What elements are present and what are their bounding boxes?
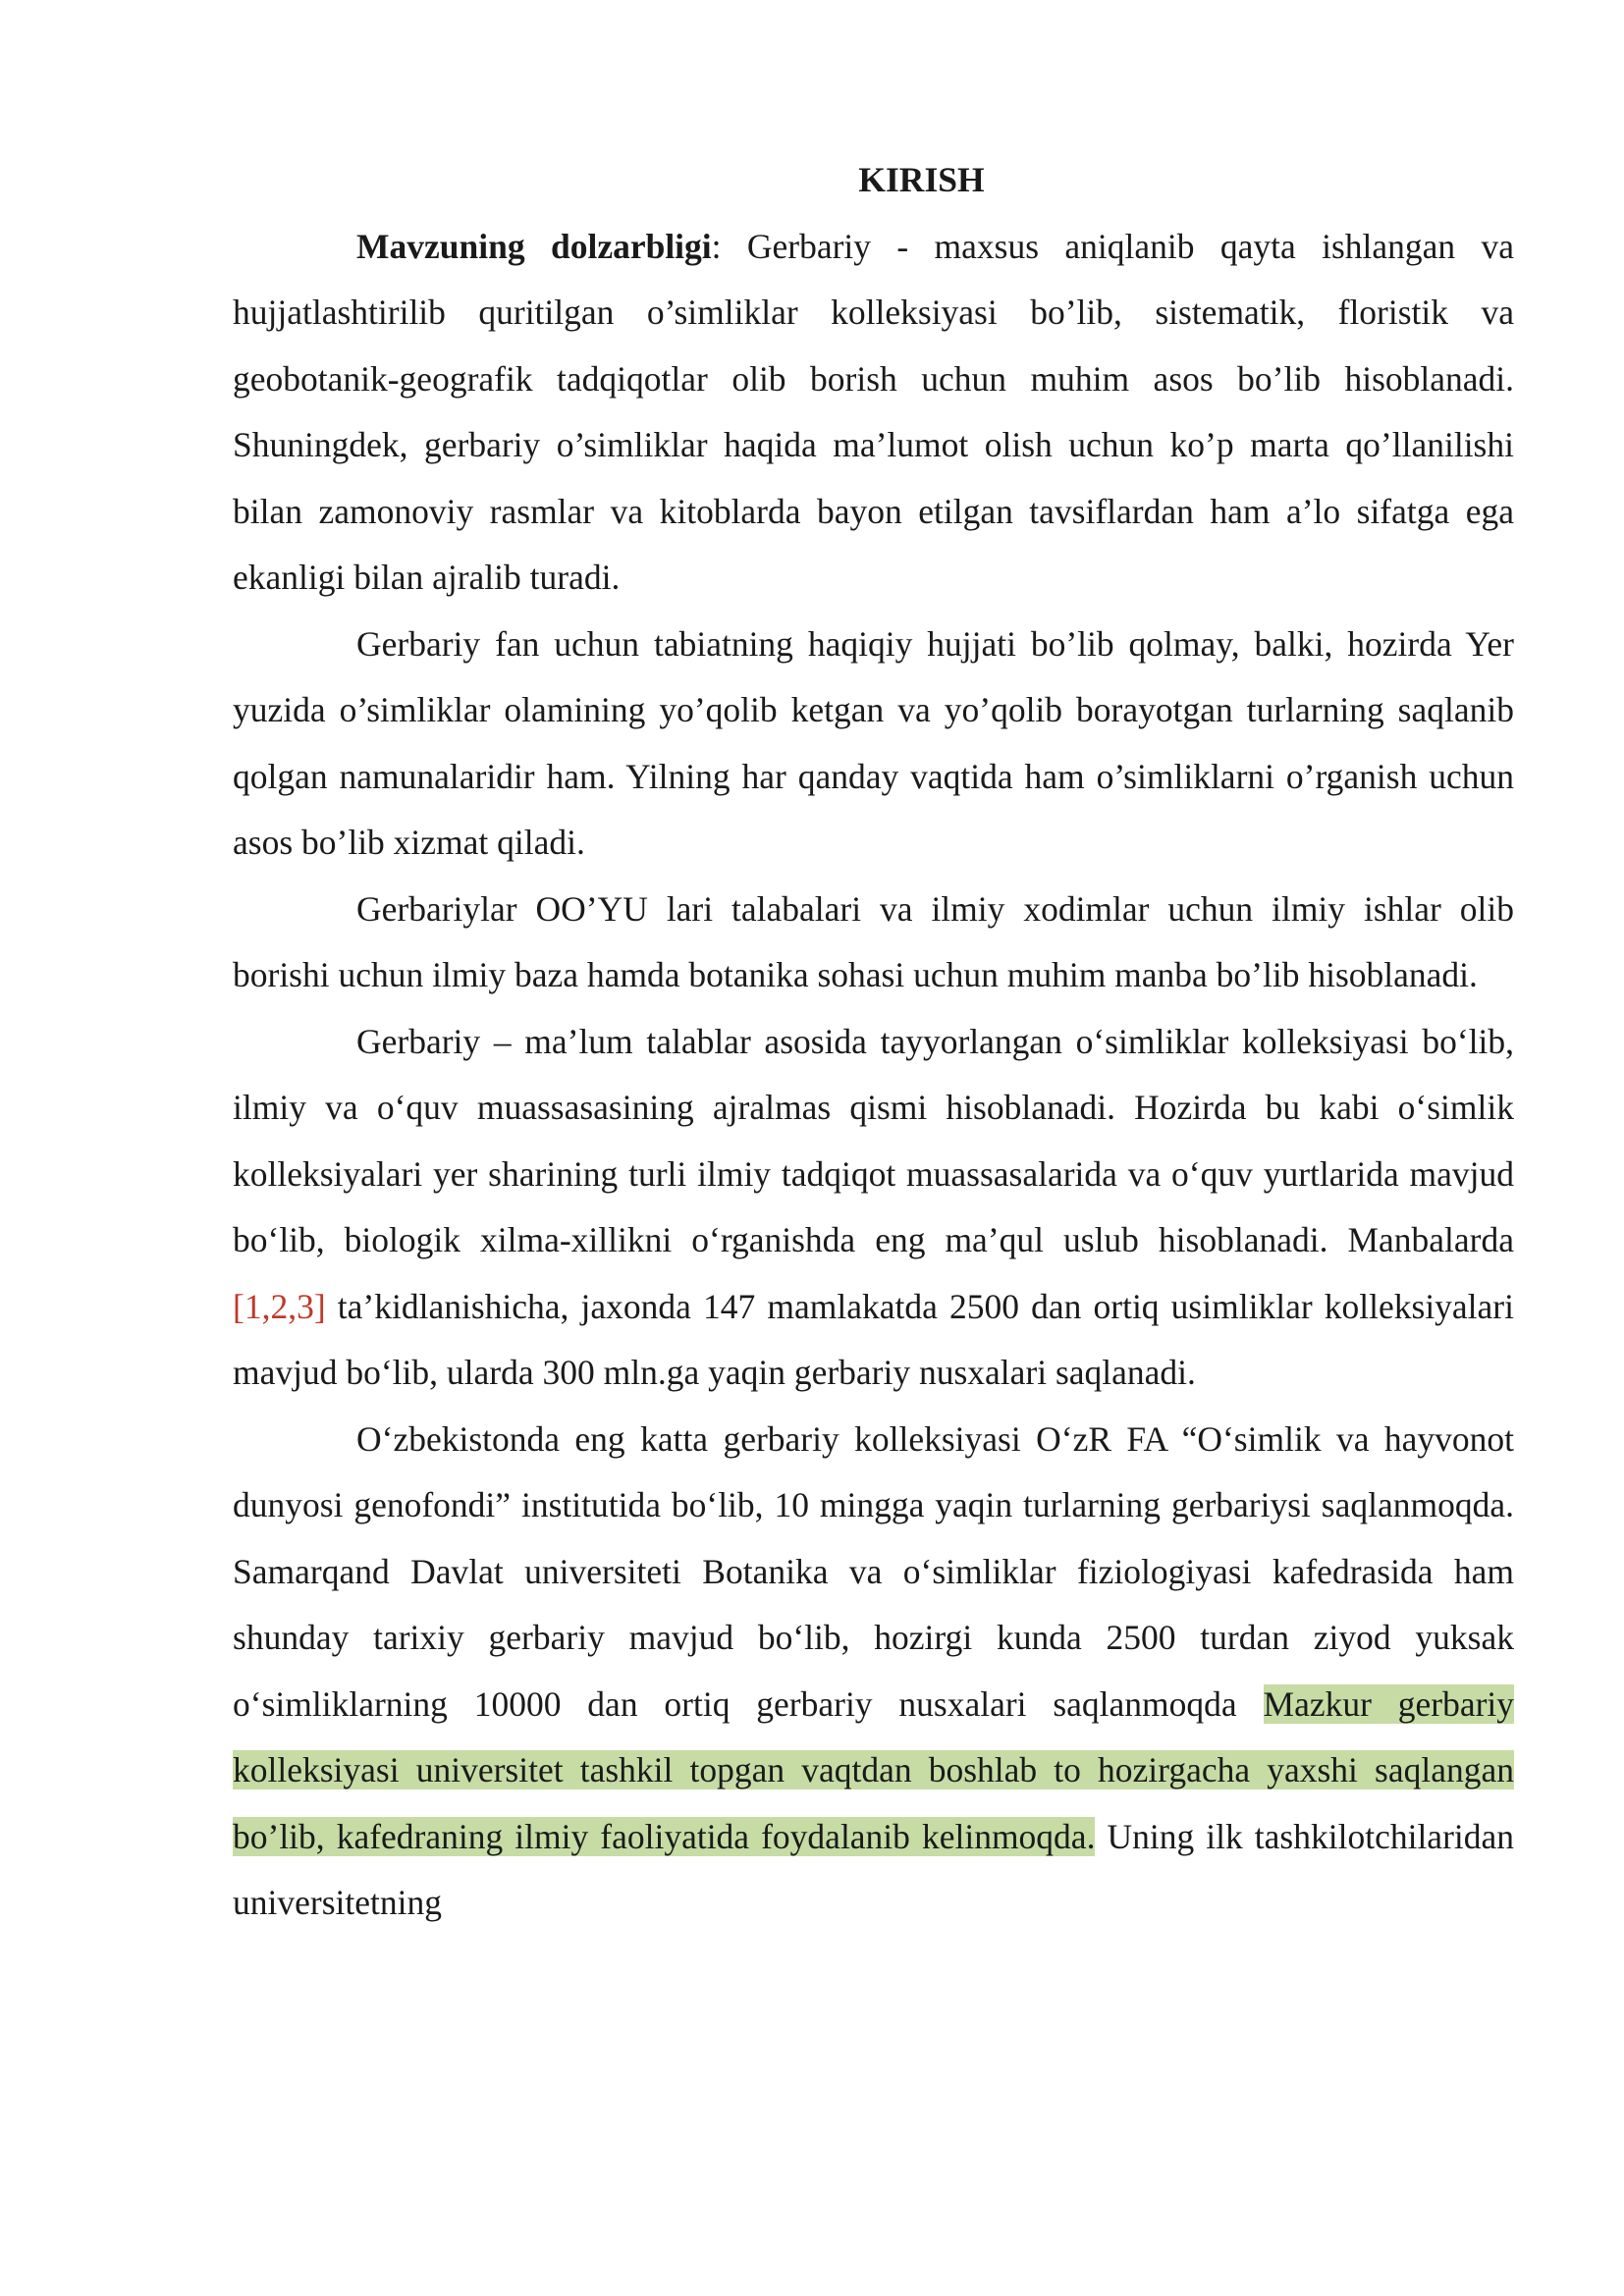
paragraph-herbarium-universities: Gerbariylar OO’YU lari talabalari va ilmiy xodimlar uchun ilmiy ishlar olib borishi uchun ilmiy baza hamda botanika sohasi uchun muhim manba bo’lib hisoblanadi. — [233, 888, 1514, 994]
document-body — [233, 147, 1514, 1937]
paragraph-herbarium-collections — [233, 1009, 1514, 1407]
paragraph-text: Gerbariy – ma’lum talablar asosida tayyorlangan o‘simliklar kolleksiyasi bo‘lib, ilmiy va o‘quv muassasasining ajralmas qismi hisoblanadi. Hozirda bu kabi o‘simlik kolleksiyalari yer sharining turli ilmiy tadqiqot muassasalarida va o‘quv yurtlarida mavjud bo‘lib, biologik xilma-xillikni o‘rganishda eng ma’qul uslub hisoblanadi. Manbalarda — [233, 1021, 1514, 1259]
paragraph-text: : Gerbariy - maxsus aniqlanib qayta ishlangan va hujjatlashtirilib quritilgan o’simliklar kolleksiyasi bo’lib, sistematik, floristik va geobotanik-geografik tadqiqotlar olib borish uchun muhim asos bo’lib hisoblanadi. Shuningdek, gerbariy o’simliklar haqida ma’lumot olish uchun ko’p marta qo’llanilishi bilan zamonoviy rasmlar va kitoblarda bayon etilgan tavsiflardan ham a’lo sifatga ega ekanligi bilan ajralib turadi. — [233, 226, 1515, 597]
section-title: KIRISH — [858, 160, 985, 199]
paragraph-text: O‘zbekistonda eng katta gerbariy kolleksiyasi O‘zR FA “O‘simlik va hayvonot dunyosi genofondi” institutida bo‘lib, 10 mingga yaqin turlarning gerbariysi saqlanmoqda. Samarqand Davlat universiteti Botanika va o‘simliklar fiziologiyasi kafedrasida ham shunday tarixiy gerbariy mavjud bo‘lib, hozirgi kunda 2500 turdan ziyod yuksak o‘simliklarning 10000 dan ortiq gerbariy nusxalari saqlanmoqda — [233, 1418, 1514, 1724]
paragraph-lead-bold: Mavzuning dolzarbligi — [356, 226, 712, 266]
paragraph-text: ta’kidlanishicha, jaxonda 147 mamlakatda 2500 dan ortiq usimliklar kolleksiyalari mavjud bo‘lib, ularda 300 mln.ga yaqin gerbariy nusxalari saqlanadi. — [233, 1286, 1514, 1392]
citation-reference[interactable]: [1,2,3] — [233, 1286, 326, 1326]
paragraph-herbarium-document: Gerbariy fan uchun tabiatning haqiqiy hujjati bo’lib qolmay, balki, hozirda Yer yuzida o’simliklar olamining yo’qolib ketgan va yo’qolib borayotgan turlarning saqlanib qolgan namunalaridir ham. Yilning har qanday vaqtida ham o’simliklarni o’rganish uchun asos bo’lib xizmat qiladi. — [233, 623, 1514, 862]
highlighted-text: Mazkur gerbariy kolleksiyasi universitet tashkil topgan vaqtdan boshlab to hozirgacha yaxshi saqlangan bo’lib, kafedraning ilmiy faoliyatida foydalanib kelinmoqda. — [233, 1683, 1515, 1856]
paragraph-relevance — [233, 214, 1514, 612]
paragraph-text: Uning ilk tashkilotchilaridan universitetning — [233, 1816, 1515, 1922]
paragraph-uzbekistan-herbarium — [233, 1407, 1514, 1937]
